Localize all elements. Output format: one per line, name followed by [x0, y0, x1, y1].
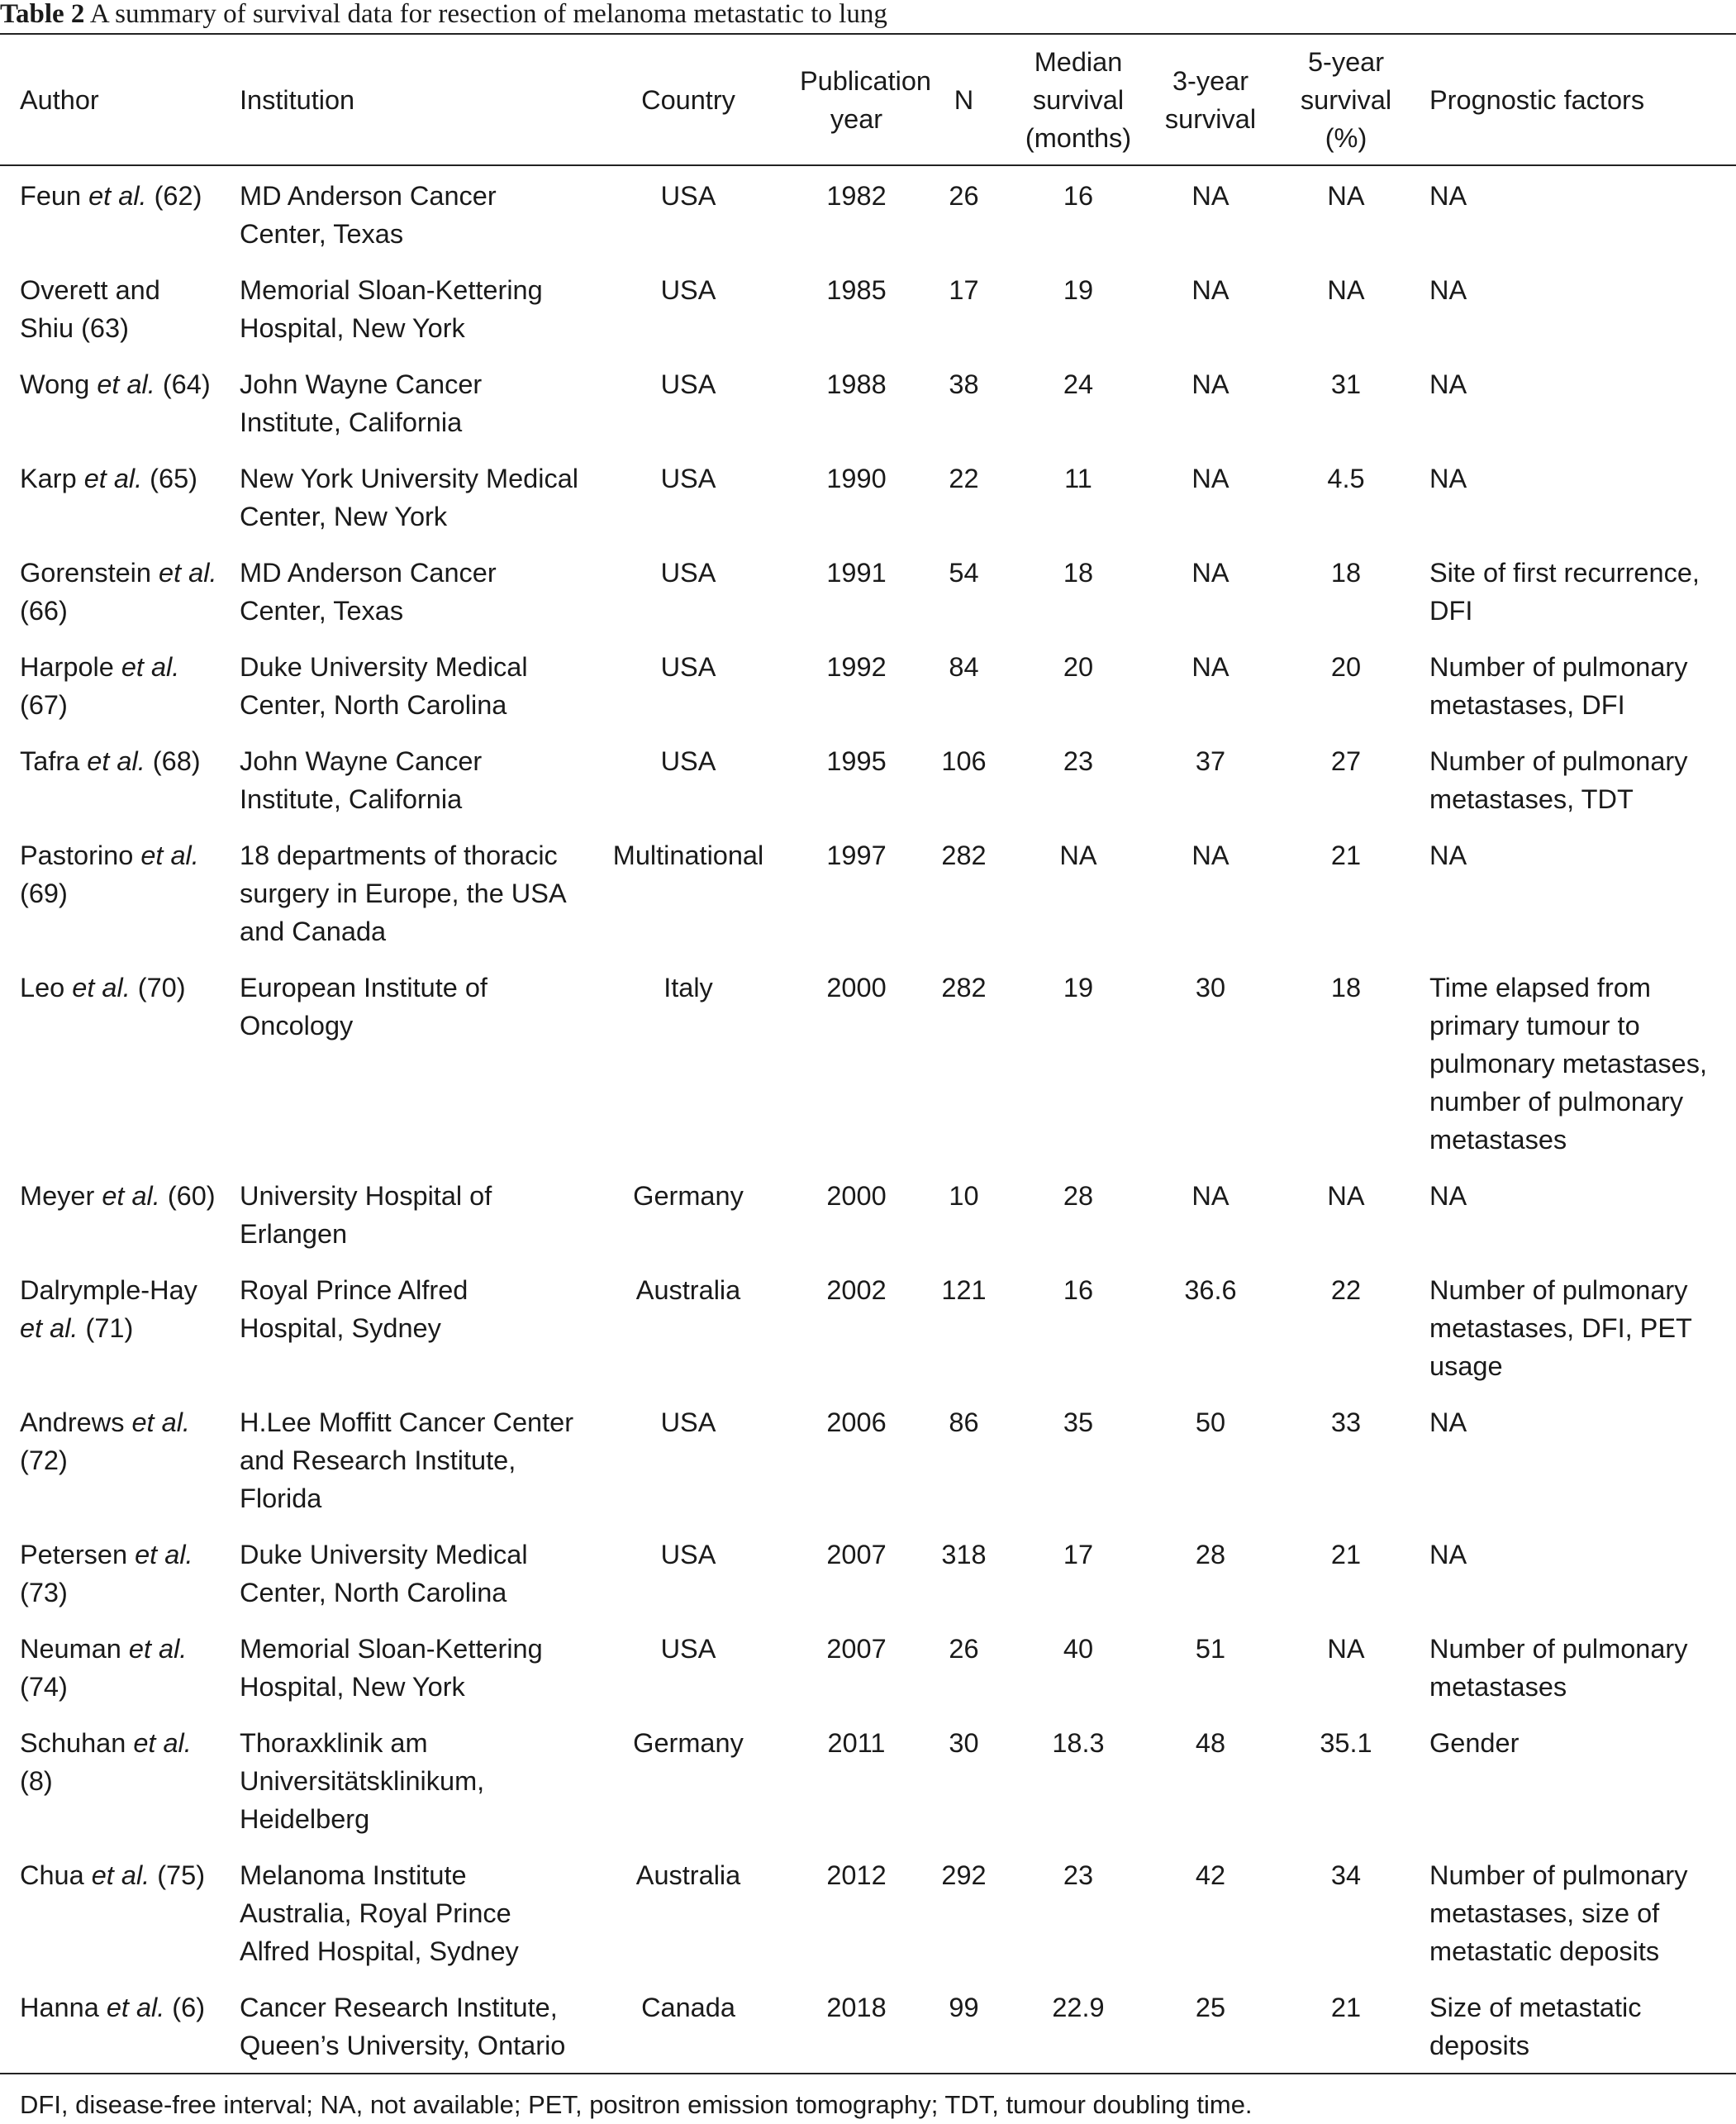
table-row [0, 1856, 1736, 1988]
cell-median-survival: 23 [1063, 746, 1094, 776]
header-row [0, 34, 1736, 165]
author-name: Tafra [20, 746, 88, 776]
author-reference: (60) [159, 1181, 216, 1211]
survival-table [0, 33, 1736, 2074]
cell-country: USA [660, 652, 716, 682]
header-3-year-survival: 3-year survival [1149, 34, 1272, 165]
cell-author [0, 836, 223, 969]
cell-prognostic-factors: Number of pulmonary metastases, TDT [1429, 746, 1688, 814]
cell-author [0, 1271, 223, 1403]
author-reference: (72) [20, 1445, 68, 1475]
cell-institution: Thoraxklinik am Universitätsklinikum, Heidelberg [240, 1728, 485, 1834]
cell-median-survival: 18 [1063, 558, 1094, 588]
cell-5-year-survival: 35.1 [1320, 1728, 1372, 1758]
cell-country: Germany [633, 1728, 744, 1758]
author-reference: (70) [130, 973, 186, 1002]
header-institution: Institution [223, 34, 583, 165]
cell-author [0, 554, 223, 648]
cell-institution: John Wayne Cancer Institute, California [240, 746, 483, 814]
cell-5-year-survival: NA [1327, 275, 1365, 305]
cell-3-year-survival: 36.6 [1184, 1275, 1237, 1305]
cell-institution: 18 departments of thoracic surgery in Europe, the USA and Canada [240, 841, 565, 946]
cell-n: 106 [941, 746, 987, 776]
author-reference: (74) [20, 1672, 68, 1702]
cell-prognostic-factors: Time elapsed from primary tumour to pulmonary metastases, number of pulmonary metastases [1429, 973, 1707, 1155]
cell-institution: Duke University Medical Center, North Carolina [240, 1540, 528, 1607]
author-name: Overett and Shiu [20, 275, 160, 343]
cell-n: 54 [949, 558, 979, 588]
cell-n: 38 [949, 369, 979, 399]
cell-3-year-survival: NA [1191, 841, 1229, 870]
cell-3-year-survival: NA [1191, 558, 1229, 588]
cell-3-year-survival: 50 [1195, 1407, 1226, 1437]
cell-median-survival: 11 [1064, 464, 1092, 493]
cell-5-year-survival: 18 [1330, 973, 1362, 1002]
cell-publication-year: 2006 [826, 1407, 887, 1437]
cell-5-year-survival: 33 [1330, 1407, 1362, 1437]
cell-n: 30 [949, 1728, 979, 1758]
author-name: Harpole [20, 652, 121, 682]
cell-prognostic-factors: NA [1429, 464, 1467, 493]
author-et-al: et al. [159, 558, 217, 588]
cell-5-year-survival: 20 [1330, 652, 1362, 682]
cell-country: Multinational [612, 841, 764, 870]
table-row [0, 554, 1736, 648]
table-row [0, 1177, 1736, 1271]
cell-country: Canada [583, 1988, 793, 2074]
cell-publication-year: 1991 [826, 558, 887, 588]
cell-prognostic-factors: NA [1429, 181, 1467, 211]
cell-3-year-survival: NA [1191, 275, 1229, 305]
cell-author [0, 165, 223, 271]
cell-author [0, 1536, 223, 1630]
author-reference: (69) [20, 879, 68, 908]
author-name: Karp [20, 464, 84, 493]
author-name: Andrews [20, 1407, 132, 1437]
author-et-al: et al. [20, 1313, 78, 1343]
author-reference: (68) [145, 746, 201, 776]
cell-5-year-survival: 18 [1330, 558, 1362, 588]
cell-prognostic-factors: NA [1429, 841, 1467, 870]
cell-institution: Duke University Medical Center, North Carolina [240, 652, 528, 720]
cell-3-year-survival: NA [1191, 369, 1229, 399]
cell-publication-year: 2002 [826, 1275, 887, 1305]
author-et-al: et al. [140, 841, 199, 870]
author-reference: (73) [20, 1578, 68, 1607]
author-reference: (65) [142, 464, 197, 493]
table-row [0, 1988, 1736, 2074]
author-reference: (6) [164, 1993, 206, 2022]
header-prognostic-factors: Prognostic factors [1420, 34, 1736, 165]
cell-n: 26 [949, 181, 979, 211]
cell-publication-year: 1985 [826, 275, 887, 305]
author-et-al: et al. [128, 1634, 188, 1664]
author-reference: (62) [146, 181, 202, 211]
cell-country: USA [660, 464, 716, 493]
cell-5-year-survival: 34 [1330, 1860, 1362, 1890]
cell-country: USA [660, 369, 716, 399]
cell-prognostic-factors: Number of pulmonary metastases, size of metastatic deposits [1429, 1860, 1688, 1966]
cell-median-survival: 40 [1063, 1634, 1094, 1664]
header-n: N [920, 34, 1008, 165]
cell-median-survival: 35 [1063, 1407, 1094, 1437]
author-et-al: et al. [131, 1407, 190, 1437]
cell-country: USA [660, 1407, 716, 1437]
cell-author [0, 1403, 223, 1536]
cell-publication-year: 2011 [827, 1728, 886, 1758]
cell-author [0, 460, 223, 554]
table-row [0, 271, 1736, 365]
cell-prognostic-factors: Size of metastatic deposits [1420, 1988, 1736, 2074]
header-5-year-survival: 5-year survival (%) [1272, 34, 1420, 165]
author-name: Chua [20, 1860, 92, 1890]
table-row [0, 165, 1736, 271]
cell-median-survival: 28 [1063, 1181, 1094, 1211]
table-row [0, 1271, 1736, 1403]
cell-author [0, 365, 223, 460]
cell-3-year-survival: 51 [1195, 1634, 1226, 1664]
cell-institution: European Institute of Oncology [240, 973, 488, 1041]
cell-publication-year: 1982 [826, 181, 887, 211]
cell-3-year-survival: 25 [1149, 1988, 1272, 2074]
cell-prognostic-factors: Gender [1429, 1728, 1520, 1758]
cell-3-year-survival: NA [1191, 181, 1229, 211]
cell-3-year-survival: 30 [1195, 973, 1226, 1002]
cell-author [0, 1177, 223, 1271]
cell-5-year-survival: NA [1327, 1181, 1365, 1211]
cell-n: 84 [949, 652, 979, 682]
cell-publication-year: 2012 [826, 1860, 887, 1890]
cell-median-survival: 18.3 [1052, 1728, 1105, 1758]
cell-country: USA [660, 181, 716, 211]
author-name: Dalrymple-Hay [20, 1275, 197, 1305]
cell-median-survival: 19 [1063, 973, 1094, 1002]
table-row [0, 648, 1736, 742]
cell-prognostic-factors: NA [1429, 369, 1467, 399]
author-name: Pastorino [20, 841, 141, 870]
cell-author [0, 1988, 223, 2074]
cell-5-year-survival: 21 [1272, 1988, 1420, 2074]
cell-institution: Memorial Sloan-Kettering Hospital, New York [240, 1634, 543, 1702]
author-name: Meyer [20, 1181, 102, 1211]
cell-author [0, 648, 223, 742]
cell-prognostic-factors: NA [1429, 1181, 1467, 1211]
author-name: Schuhan [20, 1728, 134, 1758]
cell-n: 292 [941, 1860, 987, 1890]
cell-n: 17 [949, 275, 979, 305]
cell-institution: H.Lee Moffitt Cancer Center and Research Institute, Florida [240, 1407, 574, 1513]
cell-prognostic-factors: Number of pulmonary metastases [1429, 1634, 1688, 1702]
author-et-al: et al. [106, 1993, 165, 2022]
header-author: Author [0, 34, 223, 165]
cell-country: USA [660, 1634, 716, 1664]
cell-publication-year: 2007 [826, 1634, 887, 1664]
header-country: Country [583, 34, 793, 165]
cell-author [0, 1724, 223, 1856]
table-row [0, 1536, 1736, 1630]
cell-institution: Memorial Sloan-Kettering Hospital, New York [240, 275, 543, 343]
cell-publication-year: 2007 [826, 1540, 887, 1569]
cell-5-year-survival: NA [1327, 1634, 1365, 1664]
author-et-al: et al. [102, 1181, 160, 1211]
cell-median-survival: 16 [1063, 1275, 1094, 1305]
table-caption-text: A summary of survival data for resection of melanoma metastatic to lung [89, 0, 887, 29]
cell-median-survival: 23 [1063, 1860, 1094, 1890]
header-median-survival: Median survival (months) [1008, 34, 1149, 165]
cell-n: 22 [949, 464, 979, 493]
author-reference: (67) [20, 690, 68, 720]
cell-author [0, 1856, 223, 1988]
author-reference: (64) [155, 369, 211, 399]
cell-n: 99 [920, 1988, 1008, 2074]
author-reference: (66) [20, 596, 68, 626]
cell-5-year-survival: 27 [1330, 746, 1362, 776]
cell-median-survival: NA [1059, 841, 1097, 870]
cell-prognostic-factors: Site of first recurrence, DFI [1429, 558, 1700, 626]
cell-institution: John Wayne Cancer Institute, California [240, 369, 483, 437]
table-caption-label: Table 2 [0, 0, 85, 29]
cell-median-survival: 16 [1063, 181, 1094, 211]
table-row [0, 836, 1736, 969]
table-caption [0, 0, 887, 33]
cell-5-year-survival: 4.5 [1327, 464, 1365, 493]
cell-n: 282 [941, 841, 987, 870]
cell-median-survival: 22.9 [1008, 1988, 1149, 2074]
cell-prognostic-factors: Number of pulmonary metastases, DFI [1429, 652, 1688, 720]
author-name: Leo [20, 973, 73, 1002]
author-et-al: et al. [91, 1860, 150, 1890]
author-et-al: et al. [88, 181, 147, 211]
table-row [0, 460, 1736, 554]
author-reference: (71) [78, 1313, 134, 1343]
author-name: Feun [20, 181, 89, 211]
cell-prognostic-factors: NA [1429, 1407, 1467, 1437]
cell-author [0, 742, 223, 836]
cell-publication-year: 1997 [826, 841, 887, 870]
author-name: Petersen [20, 1540, 136, 1569]
cell-publication-year: 2000 [826, 1181, 887, 1211]
cell-prognostic-factors: Number of pulmonary metastases, DFI, PET usage [1429, 1275, 1692, 1381]
author-et-al: et al. [121, 652, 180, 682]
cell-3-year-survival: 48 [1195, 1728, 1226, 1758]
cell-country: Australia [635, 1860, 741, 1890]
author-name: Wong [20, 369, 98, 399]
cell-institution: MD Anderson Cancer Center, Texas [240, 181, 497, 249]
cell-n: 121 [941, 1275, 987, 1305]
table-row [0, 1403, 1736, 1536]
author-reference: (63) [74, 313, 129, 343]
cell-publication-year: 1988 [826, 369, 887, 399]
cell-3-year-survival: NA [1191, 464, 1229, 493]
cell-publication-year: 2000 [826, 973, 887, 1002]
cell-3-year-survival: NA [1191, 652, 1229, 682]
cell-3-year-survival: NA [1191, 1181, 1229, 1211]
table-row [0, 742, 1736, 836]
cell-n: 10 [949, 1181, 979, 1211]
cell-author [0, 969, 223, 1177]
cell-institution: Cancer Research Institute, Queen’s University, Ontario [223, 1988, 583, 2074]
cell-author [0, 271, 223, 365]
cell-n: 26 [949, 1634, 979, 1664]
cell-5-year-survival: NA [1327, 181, 1365, 211]
author-name: Neuman [20, 1634, 129, 1664]
author-et-al: et al. [72, 973, 131, 1002]
cell-country: Italy [663, 973, 713, 1002]
cell-median-survival: 17 [1063, 1540, 1094, 1569]
header-publication-year: Publication year [793, 34, 920, 165]
cell-institution: Royal Prince Alfred Hospital, Sydney [240, 1275, 468, 1343]
cell-prognostic-factors: NA [1429, 275, 1467, 305]
cell-5-year-survival: 21 [1330, 1540, 1362, 1569]
cell-5-year-survival: 22 [1330, 1275, 1362, 1305]
cell-country: USA [660, 558, 716, 588]
cell-publication-year: 1990 [826, 464, 887, 493]
cell-country: USA [660, 1540, 716, 1569]
cell-3-year-survival: 37 [1195, 746, 1226, 776]
cell-country: Australia [635, 1275, 741, 1305]
author-et-al: et al. [83, 464, 143, 493]
cell-institution: University Hospital of Erlangen [240, 1181, 492, 1249]
cell-n: 318 [941, 1540, 987, 1569]
cell-author [0, 1630, 223, 1724]
cell-3-year-survival: 28 [1195, 1540, 1226, 1569]
cell-publication-year: 1995 [826, 746, 887, 776]
table-row [0, 969, 1736, 1177]
author-name: Hanna [20, 1993, 107, 2022]
cell-median-survival: 24 [1063, 369, 1094, 399]
cell-5-year-survival: 21 [1330, 841, 1362, 870]
cell-n: 86 [949, 1407, 979, 1437]
cell-median-survival: 20 [1063, 652, 1094, 682]
cell-n: 282 [941, 973, 987, 1002]
cell-prognostic-factors: NA [1429, 1540, 1467, 1569]
cell-institution: New York University Medical Center, New York [240, 464, 579, 531]
cell-5-year-survival: 31 [1330, 369, 1362, 399]
author-et-al: et al. [87, 746, 145, 776]
author-et-al: et al. [133, 1728, 192, 1758]
author-name: Gorenstein [20, 558, 159, 588]
table-row [0, 1630, 1736, 1724]
author-reference: (8) [20, 1766, 53, 1796]
cell-3-year-survival: 42 [1195, 1860, 1226, 1890]
cell-median-survival: 19 [1063, 275, 1094, 305]
table-row [0, 365, 1736, 460]
author-reference: (75) [150, 1860, 206, 1890]
author-et-al: et al. [135, 1540, 193, 1569]
cell-publication-year: 1992 [826, 652, 887, 682]
cell-country: USA [660, 275, 716, 305]
cell-publication-year: 2018 [793, 1988, 920, 2074]
cell-country: USA [660, 746, 716, 776]
cell-institution: MD Anderson Cancer Center, Texas [240, 558, 497, 626]
author-et-al: et al. [97, 369, 155, 399]
cell-country: Germany [633, 1181, 744, 1211]
cell-institution: Melanoma Institute Australia, Royal Prince Alfred Hospital, Sydney [240, 1860, 519, 1966]
table-row [0, 1724, 1736, 1856]
table-footnote: DFI, disease-free interval; NA, not available; PET, positron emission tomography; TDT, tumour doubling time. [20, 2090, 1253, 2119]
